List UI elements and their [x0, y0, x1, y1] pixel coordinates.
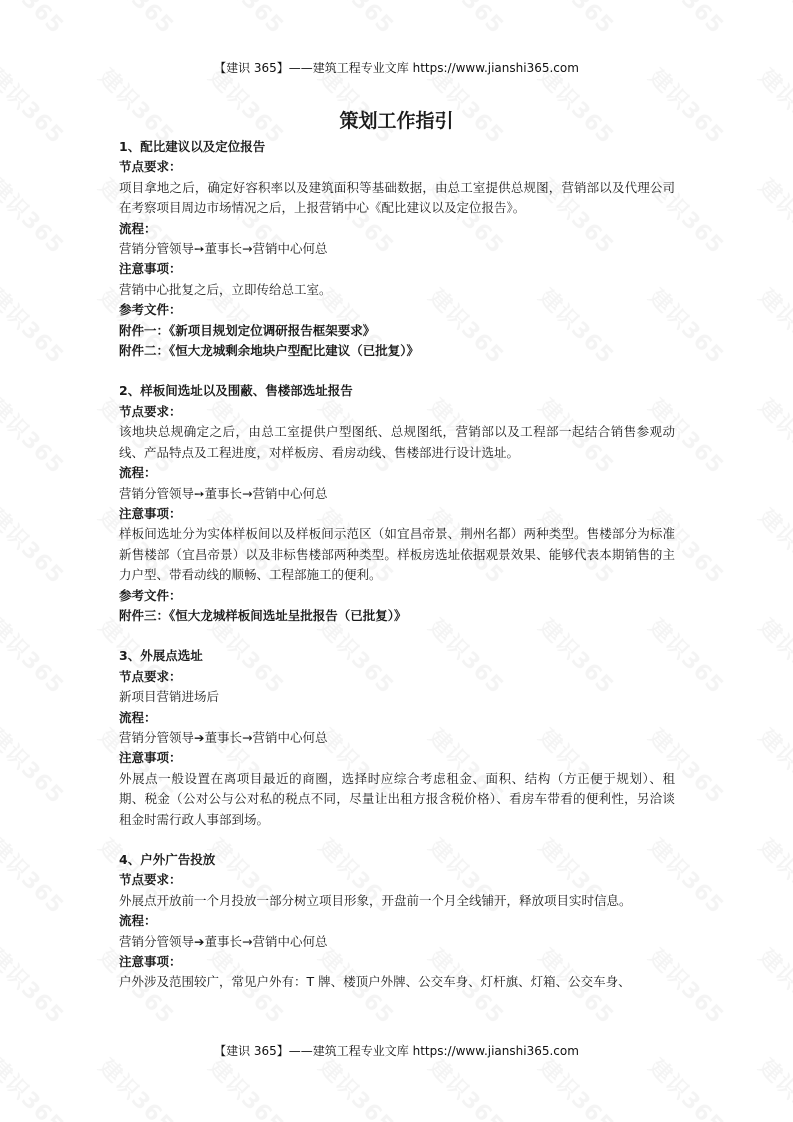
reference-item: 附件二：《恒大龙城剩余地块户型配比建议（已批复）》 [119, 343, 420, 359]
flow-label: 流程： [119, 913, 157, 929]
flow-label: 流程： [119, 465, 157, 481]
watermark-text [753, 171, 793, 260]
document-title: 策划工作指引 [339, 110, 454, 132]
notes-label: 注意事项： [119, 261, 182, 277]
reference-label: 参考文件： [119, 587, 182, 603]
section-heading: 1、配比建议以及定位报告 [119, 139, 266, 154]
notes-text: 样板间选址分为实体样板间以及样板间示范区（如宜昌帝景、荆州名都）两种类型。售楼部分为标准新售楼部（宜昌帝景）以及非标售楼部两种类型。样板房选址依据观景效果、能够代表本期销售的主力户型、带看动线的顺畅、工程部施工的便利。 [119, 526, 675, 583]
node-requirement-label: 节点要求： [119, 668, 182, 684]
notes-text: 外展点一般设置在离项目最近的商圈，选择时应综合考虑租金、面积、结构（方正便于规划）、租期、税金（公对公与公对私的税点不同，尽量让出租方报含税价格）、看房车带看的便利性，另洽谈租金时需行政人事部到场。 [119, 770, 675, 827]
flow-text: 营销分管领导➙董事长→营销中心何总 [119, 485, 328, 501]
section-1 [119, 137, 675, 361]
page-footer: 【建识 365】——建筑工程专业文库 https://www.jianshi365.com [214, 1044, 579, 1058]
watermark-text [313, 1051, 402, 1122]
watermark-text [93, 0, 182, 40]
watermark-text [753, 281, 793, 370]
watermark-text [0, 501, 72, 590]
section-4 [119, 850, 675, 993]
reference-item: 附件三：《恒大龙城样板间选址呈批报告（已批复）》 [119, 607, 407, 623]
node-requirement-text: 外展点开放前一个月投放一部分树立项目形象，开盘前一个月全线铺开，释放项目实时信息。 [119, 892, 632, 908]
notes-label: 注意事项： [119, 750, 182, 766]
flow-label: 流程： [119, 709, 157, 725]
page-header: 【建识 365】——建筑工程专业文库 https://www.jianshi365.com [214, 61, 579, 75]
watermark-text [0, 831, 72, 920]
reference-label: 参考文件： [119, 302, 182, 318]
flow-text: 营销分管领导➔董事长→营销中心何总 [119, 933, 328, 949]
watermark-text [753, 941, 793, 1030]
watermark-text [313, 0, 402, 40]
node-requirement-text: 该地块总规确定之后，由总工室提供户型图纸、总规图纸，营销部以及工程部一起结合销售参观动线、产品特点及工程进度，对样板房、看房动线、售楼部进行设计选址。 [119, 424, 675, 460]
flow-text: 营销分管领导➙董事长→营销中心何总 [119, 241, 328, 257]
notes-text: 营销中心批复之后，立即传给总工室。 [119, 281, 332, 297]
watermark-text [533, 1051, 622, 1122]
watermark-text [753, 0, 793, 40]
watermark-text [753, 611, 793, 700]
watermark-text [753, 1051, 793, 1122]
node-requirement-label: 节点要求： [119, 403, 182, 419]
section-3 [119, 646, 675, 830]
watermark-text [423, 0, 512, 40]
notes-text: 户外涉及范围较广，常见户外有：T 牌、楼顶户外牌、公交车身、灯杆旗、灯箱、公交车身、 [119, 974, 631, 990]
section-2 [119, 381, 675, 626]
watermark-text [0, 611, 72, 700]
node-requirement-label: 节点要求： [119, 872, 182, 888]
watermark-text [203, 1051, 292, 1122]
watermark-text [643, 0, 732, 40]
watermark-text [643, 1051, 732, 1122]
notes-label: 注意事项： [119, 954, 182, 970]
node-requirement-text: 项目拿地之后，确定好容积率以及建筑面积等基础数据，由总工室提供总规图，营销部以及代理公司在考察项目周边市场情况之后，上报营销中心《配比建议以及定位报告》。 [119, 179, 675, 216]
watermark-text [753, 831, 793, 920]
watermark-text [533, 0, 622, 40]
watermark-text [0, 281, 72, 370]
watermark-text [753, 721, 793, 810]
watermark-text [0, 171, 72, 260]
watermark-text [0, 721, 72, 810]
node-requirement-text: 新项目营销进场后 [119, 689, 220, 705]
reference-item: 附件一：《新项目规划定位调研报告框架要求》 [119, 322, 376, 338]
section-heading: 3、外展点选址 [119, 648, 203, 664]
flow-label: 流程： [119, 220, 157, 236]
watermark-text [753, 501, 793, 590]
watermark-text [203, 0, 292, 40]
watermark-text [753, 391, 793, 480]
watermark-text [0, 0, 72, 40]
watermark-text [93, 1051, 182, 1122]
section-heading: 4、户外广告投放 [119, 852, 216, 867]
document-body [119, 137, 675, 1013]
section-heading: 2、样板间选址以及围蔽、售楼部选址报告 [119, 383, 353, 399]
watermark-text [0, 1051, 72, 1122]
node-requirement-label: 节点要求： [119, 159, 182, 175]
notes-label: 注意事项： [119, 505, 182, 521]
watermark-text [423, 1051, 512, 1122]
watermark-text [0, 391, 72, 480]
flow-text: 营销分管领导➔董事长→营销中心何总 [119, 729, 328, 745]
watermark-text [0, 941, 72, 1030]
